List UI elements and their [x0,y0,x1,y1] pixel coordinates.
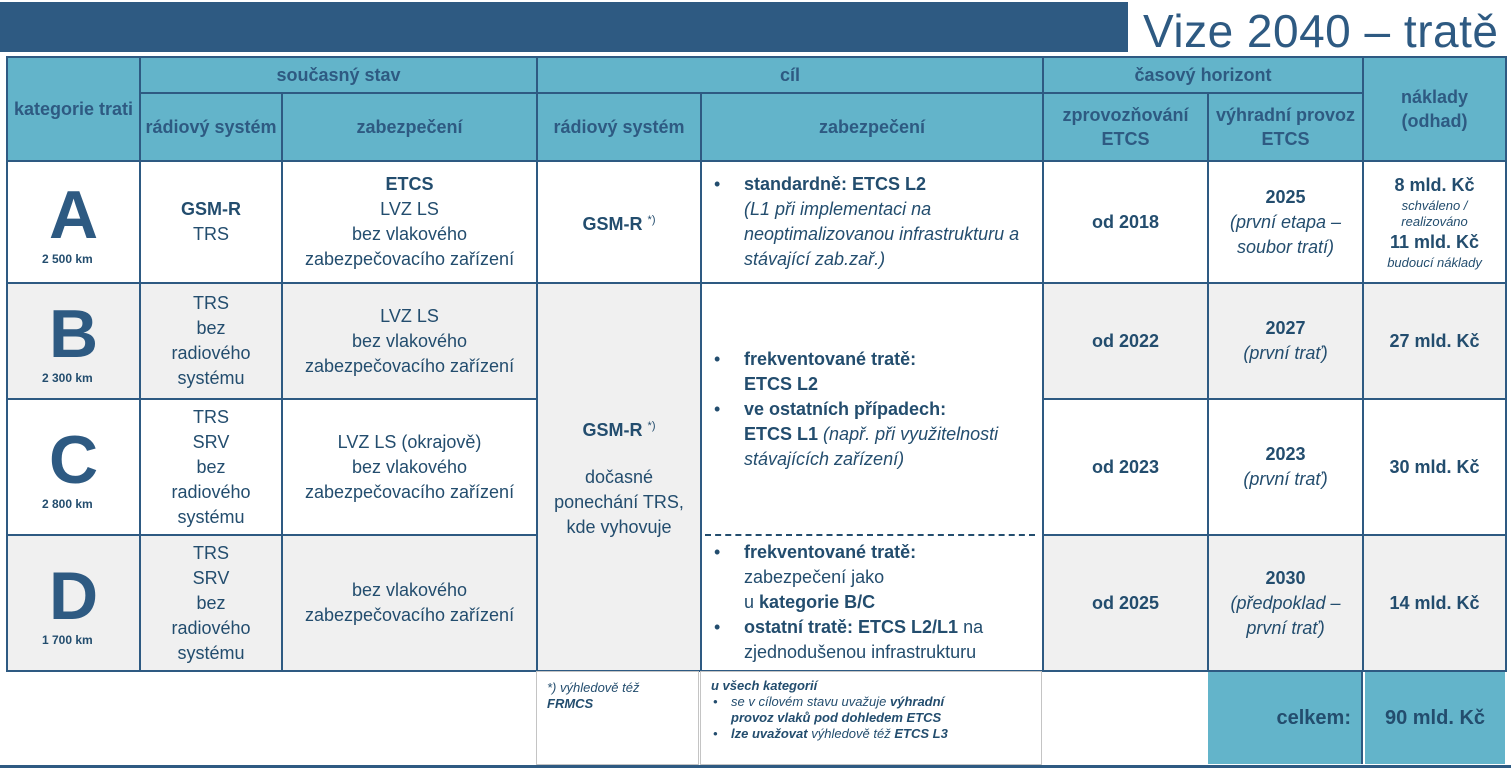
all-categories-note [700,671,1042,765]
target-security-bullet [706,540,1038,615]
cost-d: 14 mld. Kč [1363,535,1506,671]
current-security-d [282,535,537,671]
cost-note: budoucí náklady [1387,255,1482,270]
exclusive-c [1208,399,1363,535]
bullet-text: ve ostatních případech: [744,399,947,419]
bullet-note: (L1 při implementaci na neoptimalizovanou infrastrukturu a stávající zab.zař.) [744,199,1020,269]
title-bar [0,2,1128,52]
header-kategorie: kategorie trati [7,57,140,161]
target-radio-note: kde vyhovuje [566,517,672,537]
radio-line: bez [196,592,226,613]
current-security-c [282,399,537,535]
target-security-d [701,535,1043,671]
security-line: bez vlakového [351,224,468,244]
header-cil: cíl [537,57,1043,93]
target-radio-bcd [537,283,701,671]
start-b: od 2022 [1043,283,1208,399]
security-line: zabezpečovacího zařízení [304,355,515,376]
target-radio-note: ponechání TRS, [554,492,684,512]
header-current-radio: rádiový systém [140,93,282,161]
current-security-a [282,161,537,283]
current-radio-b [140,283,282,399]
total-label: celkem: [1208,672,1363,764]
radio-footnote [536,671,699,765]
security-line: zabezpečovacího zařízení [304,249,515,269]
header-casovy-horizont: časový horizont [1043,57,1363,93]
exclusive-year: 2030 [1265,567,1306,588]
page-title: Vize 2040 – tratě [1143,5,1499,57]
security-line: ETCS [385,174,434,194]
category-letter: C [48,422,99,498]
note-text: výhradní [889,694,945,709]
header-naklady: náklady (odhad) [1363,57,1506,161]
total-value: 90 mld. Kč [1365,672,1505,764]
category-cell-a [7,161,140,283]
category-length: 2 500 km [42,252,93,266]
exclusive-year: 2027 [1265,318,1306,338]
target-radio-text: GSM-R [582,420,643,440]
note-bullet [711,694,1031,726]
security-line: bez vlakového [351,580,468,600]
bullet-text: standardně: ETCS L2 [744,174,927,194]
note-title: u všech kategorií [711,678,818,693]
radio-line: TRS [193,542,229,563]
header-vyhradni-provoz: výhradní provoz ETCS [1208,93,1363,161]
radio-line: radiového [171,481,251,502]
row-b [7,283,1506,399]
category-cell-b [7,283,140,399]
security-line: zabezpečovacího zařízení [304,481,515,502]
target-security-bullet [706,397,1038,472]
bullet-text: na [963,617,984,637]
exclusive-year: 2025 [1265,186,1306,207]
footnote-text: *) výhledově též [547,680,640,695]
radio-line: bez [196,318,226,338]
bullet-note: (např. při využitelnosti stávajících zařízení) [744,424,999,469]
bullet-text: ostatní tratě: ETCS L2/L1 [744,617,959,637]
target-radio-text: GSM-R [582,213,643,234]
radio-line: bez [196,456,226,477]
start-d: od 2025 [1043,535,1208,671]
bullet-text: zjednodušenou infrastrukturu [744,642,977,662]
header-row-1 [7,57,1506,93]
category-length: 2 800 km [42,497,93,511]
note-text: ETCS L3 [894,726,948,741]
start-a: od 2018 [1043,161,1208,283]
radio-line: radiového [171,617,251,638]
cost-note: schváleno / realizováno [1401,198,1468,229]
bullet-text: frekventované tratě: [744,542,917,562]
radio-line: TRS [193,293,229,313]
radio-line: systému [177,506,245,527]
radio-line: SRV [192,567,230,588]
bullet-text: frekventované tratě: [744,349,917,369]
exclusive-year: 2023 [1265,444,1306,464]
security-line: LVZ LS [380,199,439,219]
category-letter: A [48,177,99,253]
radio-line: TRS [193,406,229,427]
radio-line: TRS [193,224,229,244]
exclusive-note: (první trať) [1243,343,1328,363]
cost-value: 11 mld. Kč [1390,232,1480,252]
radio-line: radiového [171,343,251,363]
note-text: se v cílovém stavu uvažuje [731,694,887,709]
note-text: lze uvažovat [731,726,808,741]
exclusive-note: (předpoklad – první trať) [1230,592,1341,638]
security-line: bez vlakového [351,456,468,477]
target-security-bullet [706,172,1038,272]
bullet-text: kategorie B/C [759,592,876,612]
security-line: LVZ LS (okrajově) [337,431,482,452]
row-d [7,535,1506,671]
note-bullet [711,726,1031,742]
note-text: provoz vlaků pod dohledem ETCS [731,710,942,725]
target-radio-note: dočasné [584,467,654,487]
cost-b: 27 mld. Kč [1363,283,1506,399]
header-row-2 [7,93,1506,161]
row-a [7,161,1506,283]
category-length: 2 300 km [42,371,93,385]
cost-a [1363,161,1506,283]
cost-value: 8 mld. Kč [1394,175,1475,195]
header-zprovoznovani: zprovozňování ETCS [1043,93,1208,161]
bullet-text: ETCS L1 [744,424,819,444]
exclusive-d [1208,535,1363,671]
exclusive-note: (první etapa – soubor tratí) [1229,211,1342,257]
bullet-text: ETCS L2 [744,374,819,394]
exclusive-b [1208,283,1363,399]
bottom-rule [0,765,1511,768]
radio-line: SRV [192,431,230,452]
category-cell-c [7,399,140,535]
category-letter: B [48,296,99,372]
footnote-mark: *) [647,420,656,432]
security-line: LVZ LS [380,305,439,326]
header-current-security: zabezpečení [282,93,537,161]
current-radio-a [140,161,282,283]
target-security-a [701,161,1043,283]
target-radio-a [537,161,701,283]
current-radio-d [140,535,282,671]
security-line: bez vlakového [351,330,468,351]
header-target-security: zabezpečení [701,93,1043,161]
category-length: 1 700 km [42,633,93,647]
security-line: zabezpečovacího zařízení [304,605,515,625]
category-cell-d [7,535,140,671]
current-radio-c [140,399,282,535]
dashed-separator [705,534,1035,536]
footnote-mark: *) [647,213,656,226]
lines-table [6,56,1507,672]
target-security-bullet [706,347,1038,397]
radio-line: systému [177,368,245,388]
radio-line: GSM-R [181,199,241,219]
header-soucasny-stav: současný stav [140,57,537,93]
exclusive-a [1208,161,1363,283]
header-target-radio: rádiový systém [537,93,701,161]
current-security-b [282,283,537,399]
category-letter: D [48,558,99,634]
radio-line: systému [177,642,245,663]
note-text: výhledově též [811,726,891,741]
bullet-text: u [744,592,755,612]
start-c: od 2023 [1043,399,1208,535]
target-security-bullet [706,615,1038,665]
target-security-bc [701,283,1043,535]
footnote-text: FRMCS [547,696,594,711]
bullet-text: zabezpečení jako [744,567,885,587]
cost-c: 30 mld. Kč [1363,399,1506,535]
exclusive-note: (první trať) [1243,469,1328,489]
